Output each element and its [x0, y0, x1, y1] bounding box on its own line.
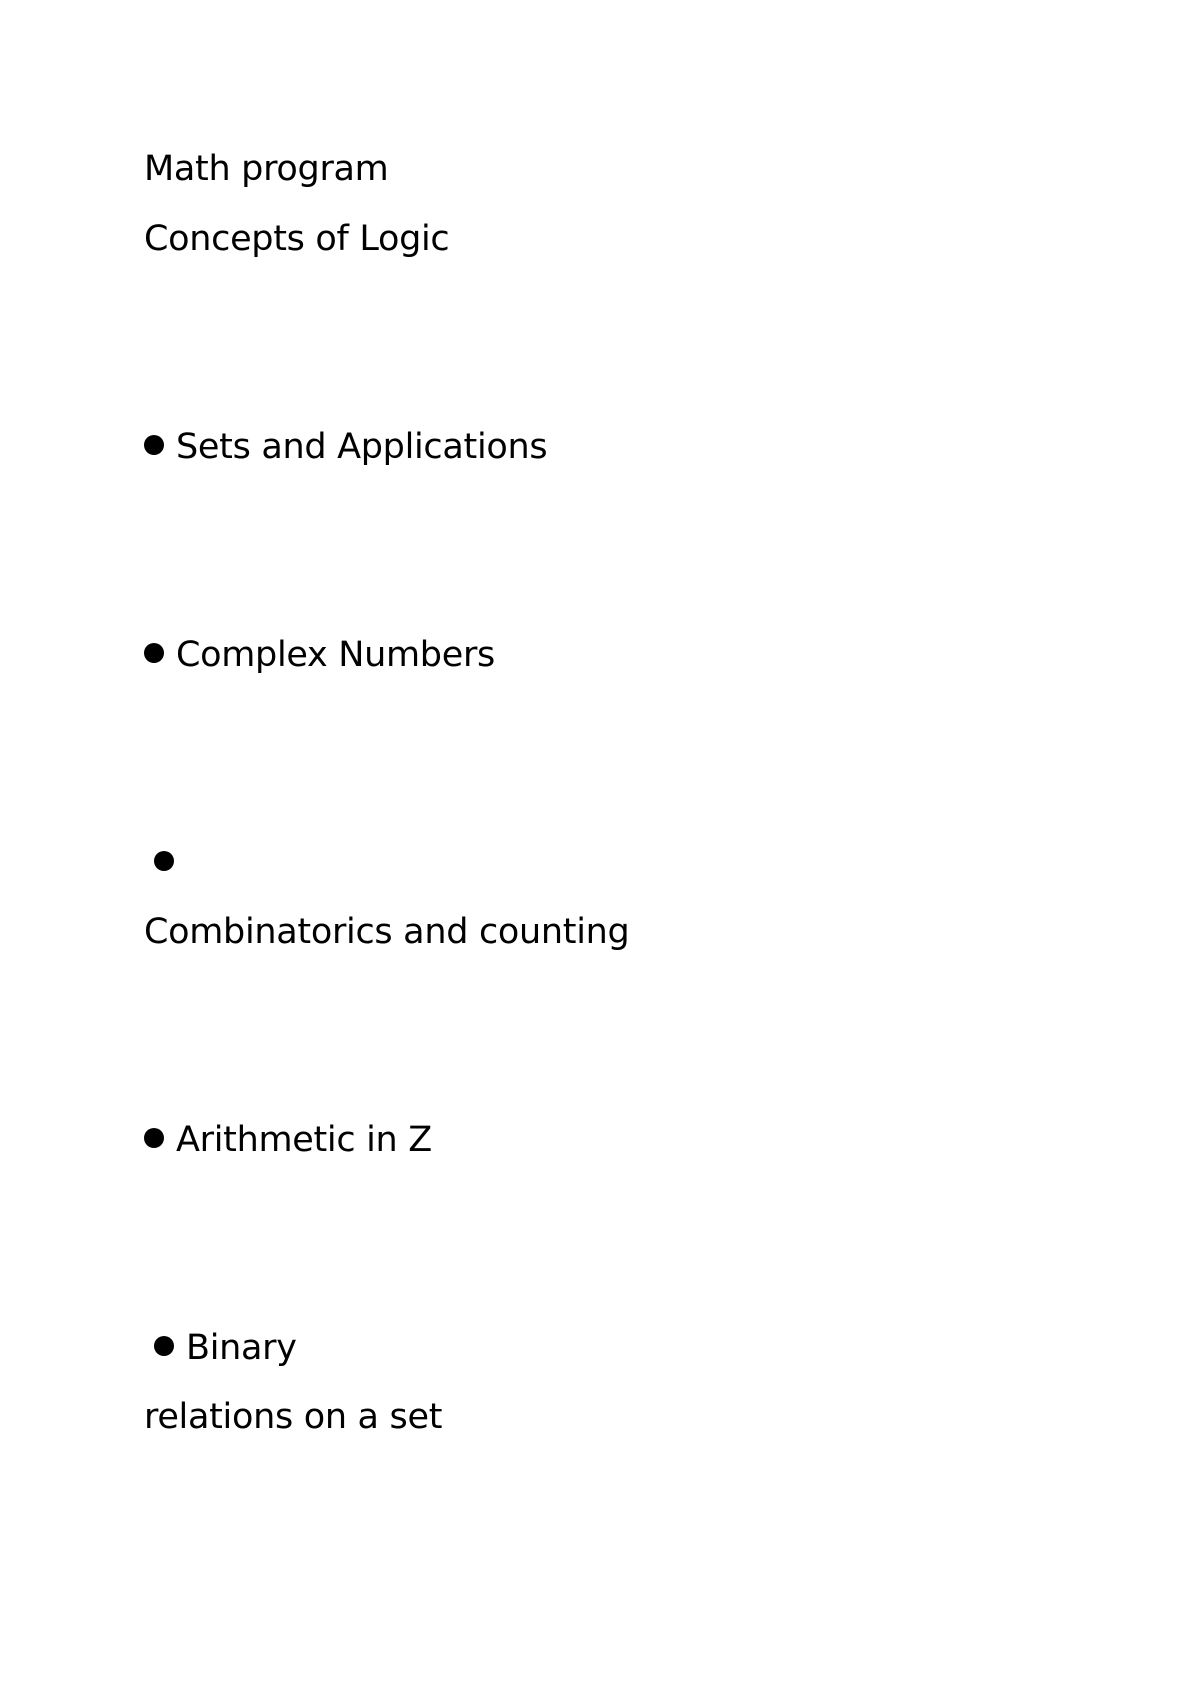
bullet-icon	[144, 435, 164, 455]
bullet-icon	[154, 851, 174, 871]
list-item-complex-numbers	[144, 632, 495, 678]
bullet-icon	[144, 1128, 164, 1148]
list-item-sets	[144, 424, 547, 470]
list-item-arithmetic	[144, 1117, 432, 1163]
list-item-label: Complex Numbers	[176, 635, 495, 675]
list-item-binary	[154, 1325, 297, 1371]
document-heading: Math program	[144, 149, 389, 189]
list-item-label: Binary	[186, 1328, 297, 1368]
topic-concepts-of-logic: Concepts of Logic	[144, 219, 450, 259]
bullet-icon	[144, 643, 164, 663]
list-item-combinatorics-bullet	[154, 840, 186, 886]
list-item-binary-continuation: relations on a set	[144, 1397, 443, 1437]
list-item-label: Sets and Applications	[176, 427, 548, 467]
list-item-label: Arithmetic in Z	[176, 1120, 432, 1160]
bullet-icon	[154, 1336, 174, 1356]
list-item-combinatorics: Combinatorics and counting	[144, 912, 630, 952]
